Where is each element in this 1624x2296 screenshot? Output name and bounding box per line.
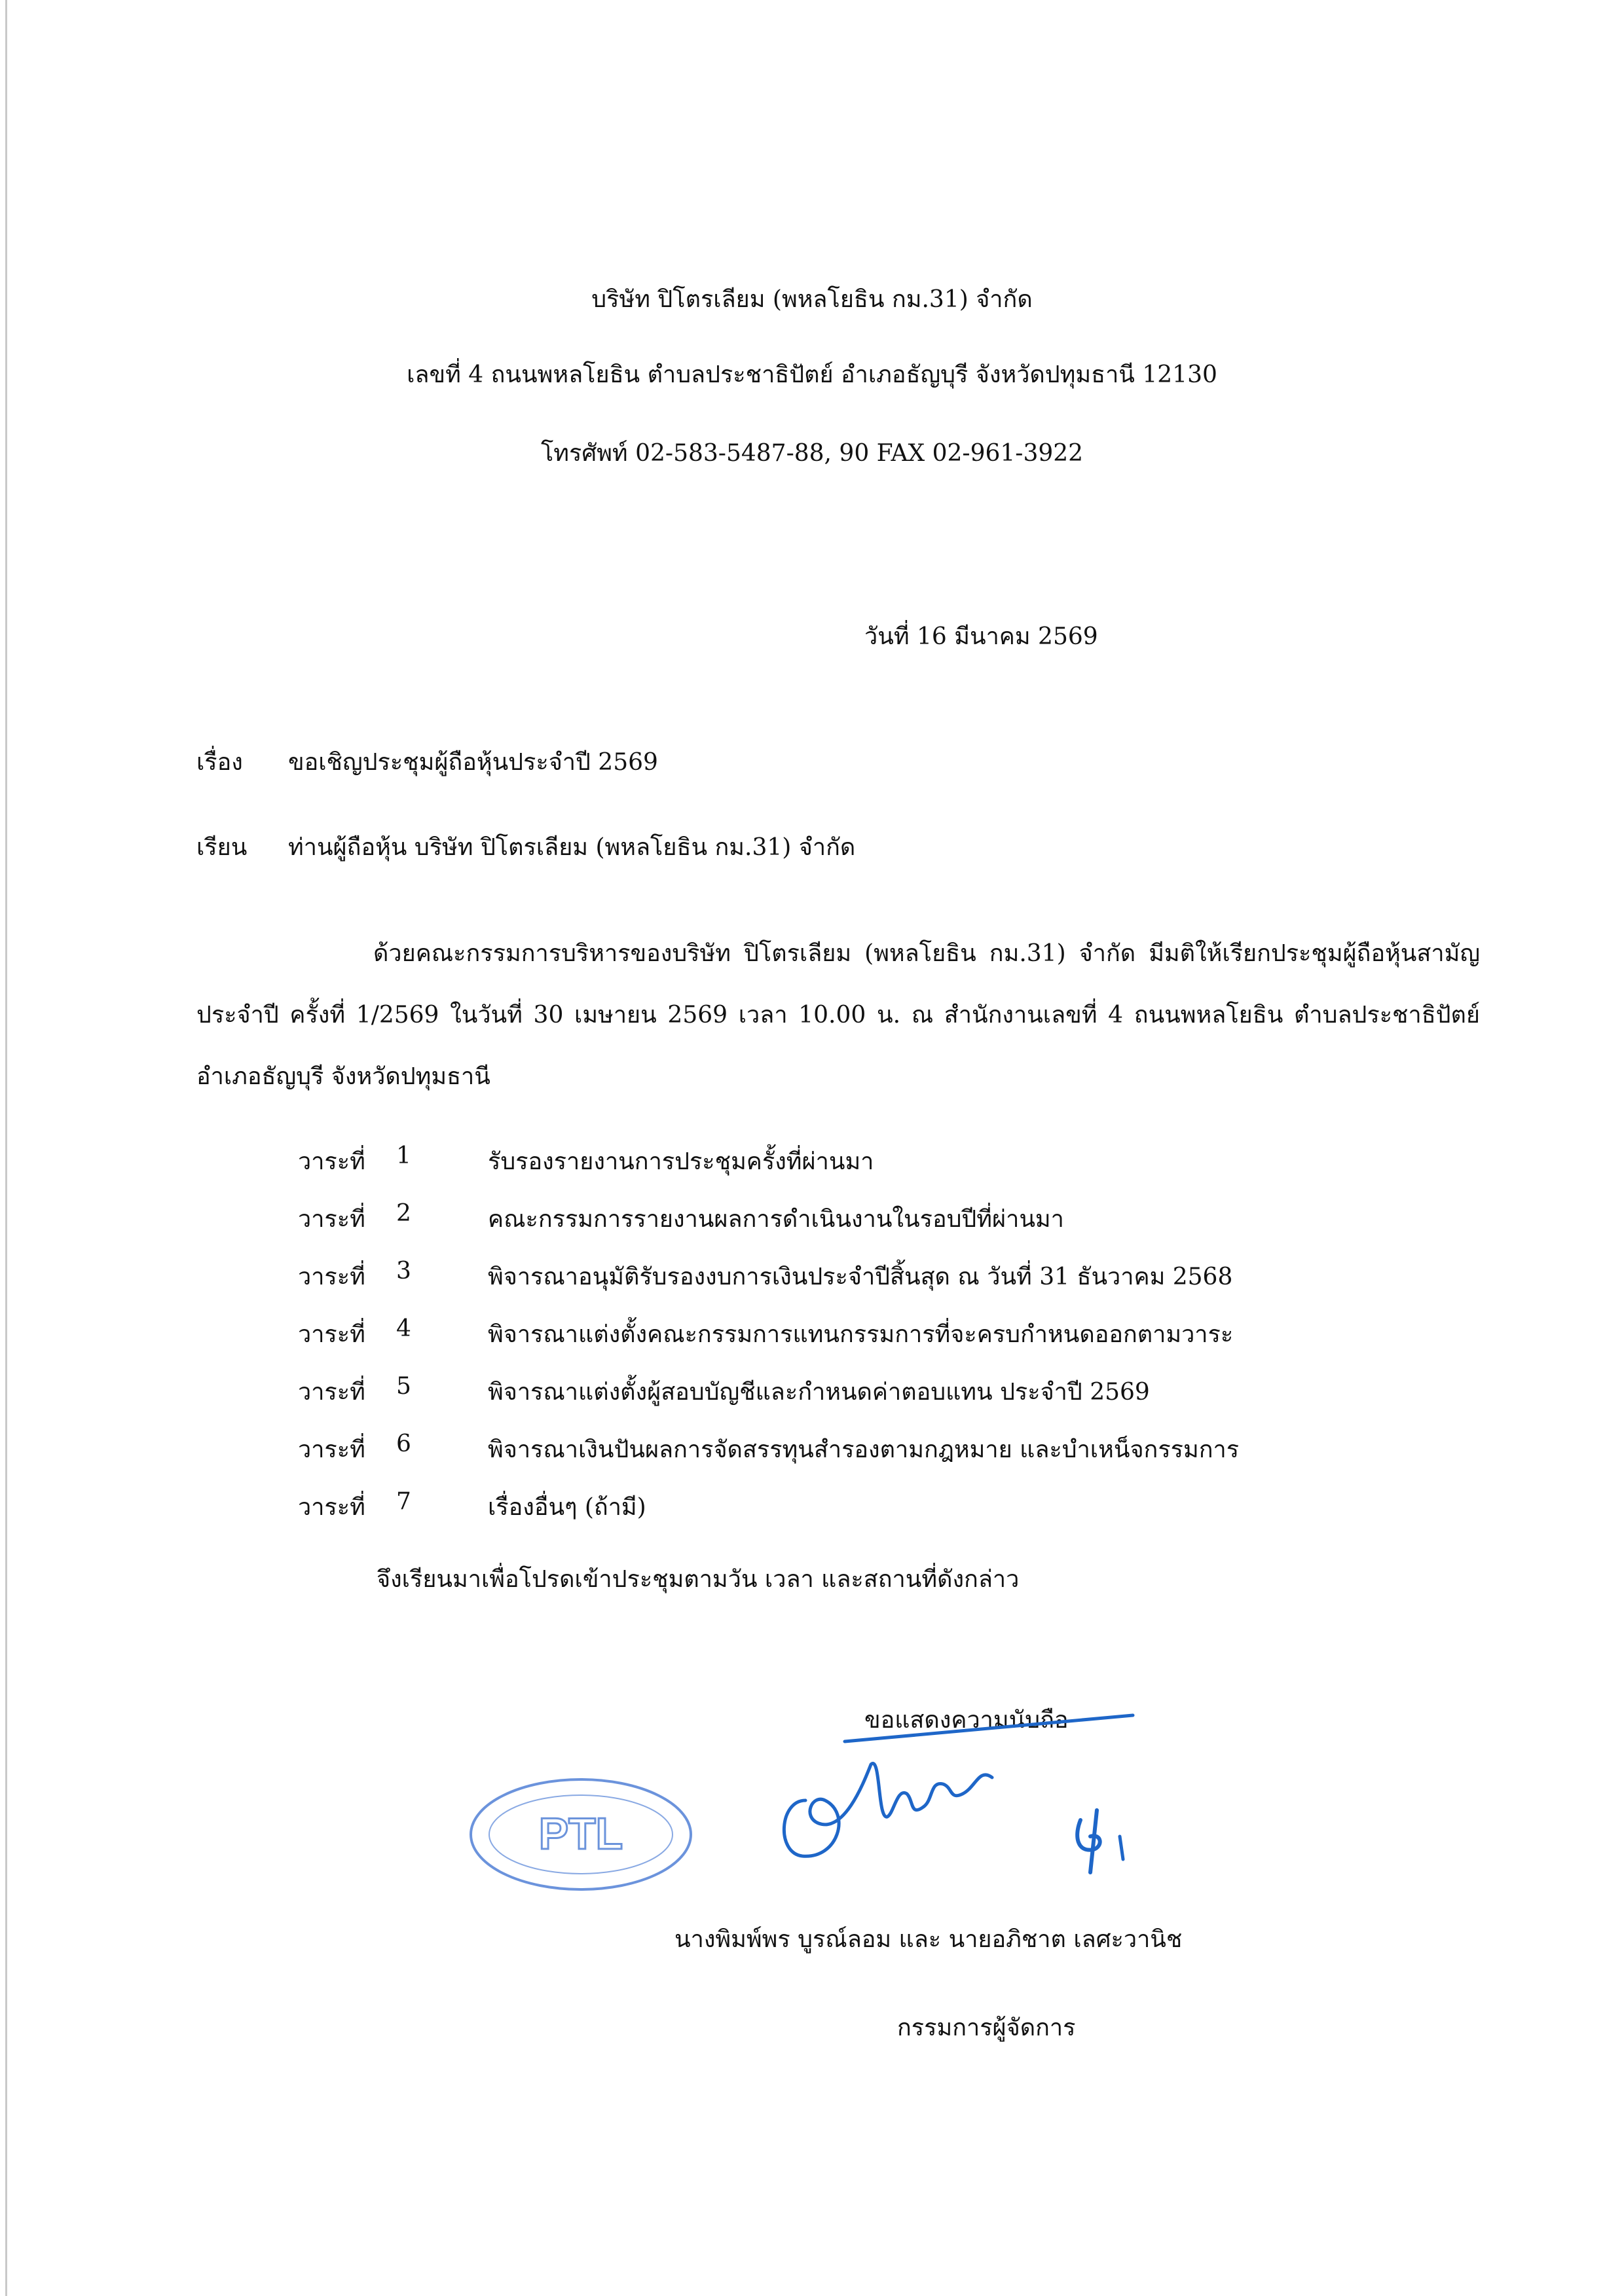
seal-logo-text: PTL [538,1809,623,1859]
agenda-number: 5 [396,1373,411,1400]
letter-date: วันที่ 16 มีนาคม 2569 [864,623,1098,650]
agenda-label: วาระที่ [298,1379,365,1406]
agenda-item [298,1488,1411,1527]
scan-edge [5,0,7,2296]
agenda-label: วาระที่ [298,1206,365,1233]
agenda-label: วาระที่ [298,1436,365,1463]
company-address: เลขที่ 4 ถนนพหลโยธิน ตำบลประชาธิปัตย์ อำเภอธัญบุรี จังหวัดปทุมธานี 12130 [407,361,1217,388]
agenda-text: พิจารณาแต่งตั้งคณะกรรมการแทนกรรมการที่จะครบกำหนดออกตามวาระ [488,1321,1234,1348]
recipient-text: ท่านผู้ถือหุ้น บริษัท ปิโตรเลียม (พหลโยธิน กม.31) จำกัด [288,834,856,861]
agenda-text: พิจารณาอนุมัติรับรองงบการเงินประจำปีสิ้นสุด ณ วันที่ 31 ธันวาคม 2568 [488,1264,1233,1290]
signatory-names: นางพิมพ์พร บูรณ์ลอม และ นายอภิชาต เลศะวานิช [674,1926,1183,1953]
agenda-text: พิจารณาแต่งตั้งผู้สอบบัญชีและกำหนดค่าตอบแทน ประจำปี 2569 [488,1379,1150,1406]
subject-label: เรื่อง [196,749,243,776]
agenda-item [298,1142,1411,1182]
closing-sentence: จึงเรียนมาเพื่อโปรดเข้าประชุมตามวัน เวลา และสถานที่ดังกล่าว [377,1566,1020,1593]
agenda-text: พิจารณาเงินปันผลการจัดสรรทุนสำรองตามกฎหมาย และบำเหน็จกรรมการ [488,1436,1240,1463]
agenda-number: 2 [396,1200,411,1227]
agenda-number: 7 [396,1488,411,1515]
subject-text: ขอเชิญประชุมผู้ถือหุ้นประจำปี 2569 [288,749,658,776]
agenda-label: วาระที่ [298,1264,365,1290]
agenda-label: วาระที่ [298,1321,365,1348]
agenda-item [298,1258,1411,1297]
agenda-number: 4 [396,1315,411,1342]
agenda-item [298,1200,1411,1239]
agenda-number: 3 [396,1258,411,1285]
signatory-position: กรรมการผู้จัดการ [897,2014,1076,2041]
company-seal-stamp [466,1776,695,1893]
agenda-item [298,1430,1411,1470]
agenda-text: รับรองรายงานการประชุมครั้งที่ผ่านมา [488,1148,874,1175]
signature-stroke [1120,1836,1123,1859]
agenda-number: 1 [396,1142,411,1169]
agenda-label: วาระที่ [298,1148,365,1175]
agenda-text: คณะกรรมการรายงานผลการดำเนินงานในรอบปีที่ผ่านมา [488,1206,1064,1233]
agenda-number: 6 [396,1430,411,1457]
signature-stroke [784,1763,992,1856]
agenda-item [298,1373,1411,1412]
body-paragraph: ด้วยคณะกรรมการบริหารของบริษัท ปิโตรเลียม (พหลโยธิน กม.31) จำกัด มีมติให้เรียกประชุมผู้ถือหุ้นสามัญประจำปี ครั้งที่ 1/2569 ในวันที่ 30 เมษายน 2569 เวลา 10.00 น. ณ สำนักงานเลขที่ 4 ถนนพหลโยธิน ตำบลประชาธิปัตย์ อำเภอธัญบุรี จังหวัดปทุมธานี [196,940,1480,1090]
handwritten-signature [766,1702,1264,1886]
agenda-label: วาระที่ [298,1494,365,1521]
company-contact: โทรศัพท์ 02-583-5487-88, 90 FAX 02-961-3922 [540,440,1084,467]
agenda-text: เรื่องอื่นๆ (ถ้ามี) [488,1494,646,1521]
signature-stroke [1077,1810,1100,1872]
signature-stroke [845,1715,1133,1741]
regards-text: ขอแสดงความนับถือ [864,1707,1069,1734]
recipient-label: เรียน [196,834,248,861]
company-name: บริษัท ปิโตรเลียม (พหลโยธิน กม.31) จำกัด [591,286,1033,313]
agenda-item [298,1315,1411,1355]
